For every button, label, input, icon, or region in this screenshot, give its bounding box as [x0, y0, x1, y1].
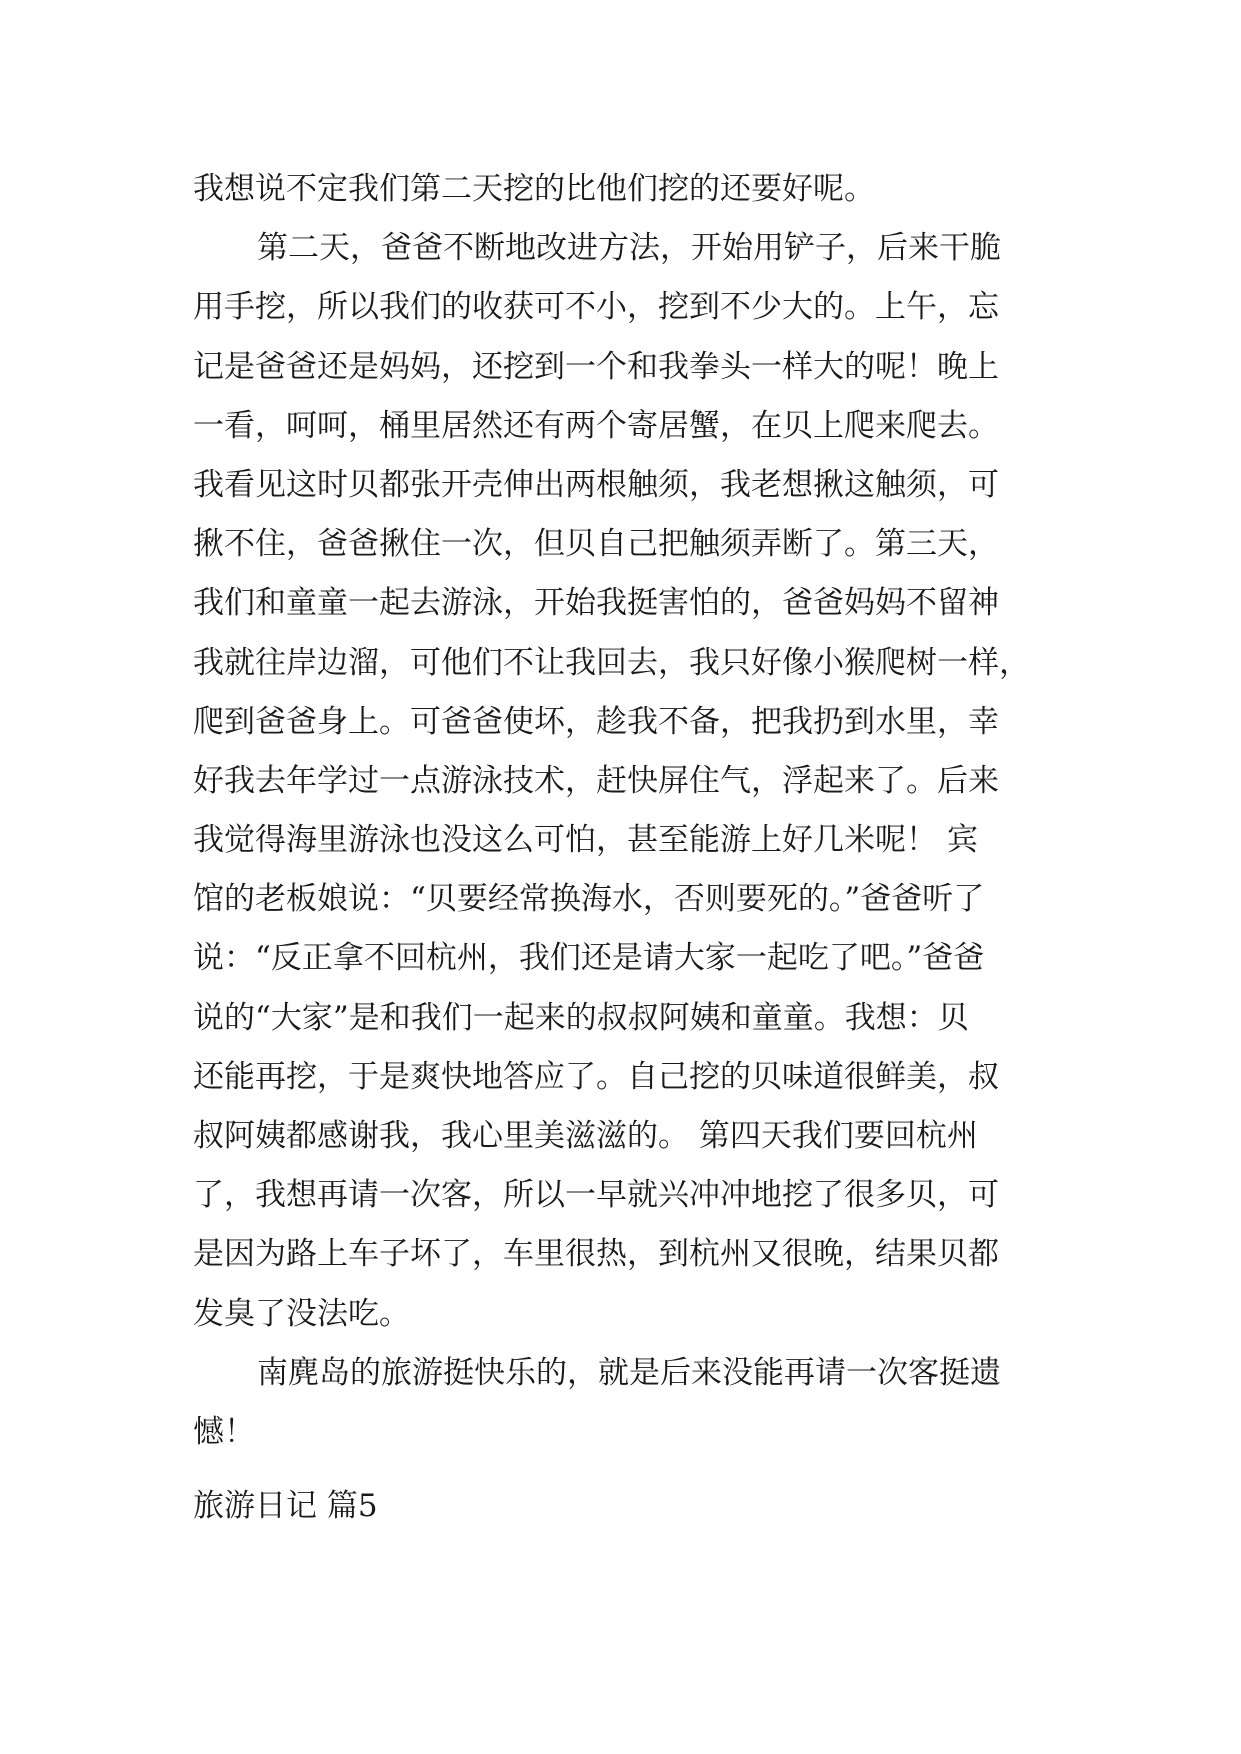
text-line: 是因为路上车子坏了，车里很热，到杭州又很晚，结果贝都 [193, 1236, 999, 1273]
text-line: 我看见这时贝都张开壳伸出两根触须，我老想揪这触须，可 [193, 466, 999, 503]
text-line: 爬到爸爸身上。可爸爸使坏，趁我不备，把我扔到水里，幸 [193, 703, 999, 740]
text-line: 一看，呵呵，桶里居然还有两个寄居蟹，在贝上爬来爬去。 [193, 407, 999, 444]
text-line: 还能再挖，于是爽快地答应了。自己挖的贝味道很鲜美，叔 [193, 1058, 999, 1095]
text-line: 我觉得海里游泳也没这么可怕，甚至能游上好几米呢！ 宾 [193, 822, 978, 859]
text-line: 发臭了没法吃。 [193, 1295, 410, 1332]
text-line: 第二天，爸爸不断地改进方法，开始用铲子，后来干脆 [257, 230, 1001, 267]
text-line: 我就往岸边溜，可他们不让我回去，我只好像小猴爬树一样， [193, 644, 1030, 681]
section-heading: 旅游日记 篇5 [193, 1488, 378, 1524]
text-line: 我们和童童一起去游泳，开始我挺害怕的，爸爸妈妈不留神 [193, 585, 999, 622]
text-line: 叔阿姨都感谢我，我心里美滋滋的。 第四天我们要回杭州 [193, 1118, 978, 1154]
text-line: 说的“大家”是和我们一起来的叔叔阿姨和童童。我想：贝 [193, 999, 969, 1036]
body-text [193, 160, 1073, 1462]
text-line: 记是爸爸还是妈妈，还挖到一个和我拳头一样大的呢！晚上 [193, 348, 999, 385]
text-line: 揪不住，爸爸揪住一次，但贝自己把触须弄断了。第三天， [193, 526, 999, 563]
text-line: 用手挖，所以我们的收获可不小，挖到不少大的。上午，忘 [193, 289, 999, 326]
text-line: 南麂岛的旅游挺快乐的，就是后来没能再请一次客挺遗 [257, 1354, 1001, 1391]
text-line: 馆的老板娘说：“贝要经常换海水，否则要死的。”爸爸听了 [193, 881, 985, 918]
text-line: 憾！ [193, 1413, 255, 1450]
text-line: 好我去年学过一点游泳技术，赶快屏住气，浮起来了。后来 [193, 762, 999, 799]
text-line: 我想说不定我们第二天挖的比他们挖的还要好呢。 [193, 171, 875, 207]
text-line: 说：“反正拿不回杭州，我们还是请大家一起吃了吧。”爸爸 [193, 940, 985, 977]
text-line: 了，我想再请一次客，所以一早就兴冲冲地挖了很多贝，可 [193, 1177, 999, 1214]
